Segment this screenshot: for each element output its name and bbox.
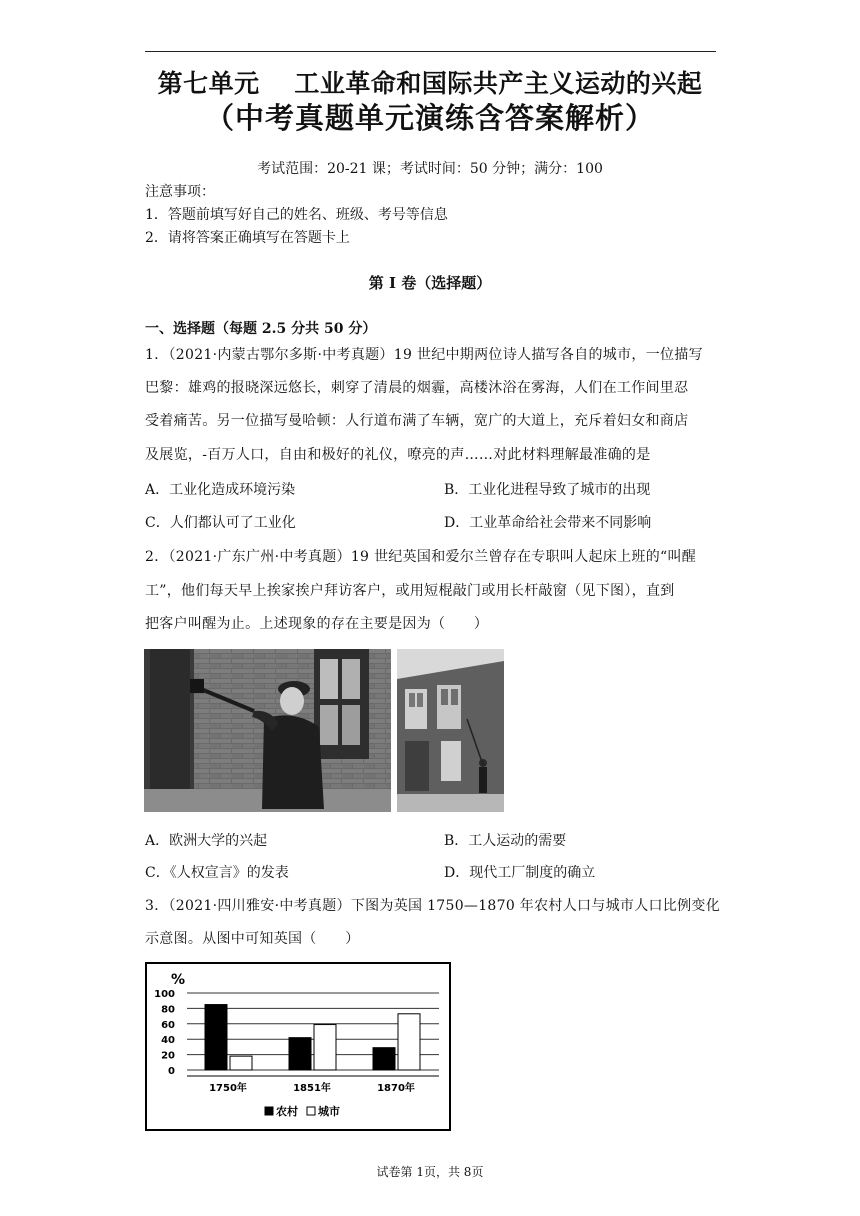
legend-swatch — [265, 1107, 273, 1115]
q1-option-b: B．工业化进程导致了城市的出现 — [444, 482, 651, 498]
bar-城市 — [230, 1056, 252, 1070]
legend-label: 农村 — [276, 1105, 298, 1118]
y-tick-label: 40 — [161, 1035, 175, 1047]
y-tick-label: 20 — [161, 1050, 175, 1062]
page-footer: 试卷第 1页，共 8页 — [376, 1165, 484, 1179]
bar-城市 — [398, 1014, 420, 1070]
notice-item-1: 1．答题前填写好自己的姓名、班级、考号等信息 — [145, 207, 448, 223]
population-bar-chart — [145, 962, 451, 1131]
chart-canvas — [147, 964, 449, 1129]
q3-line: 3．（2021·四川雅安·中考真题）下图为英国 1750—1870 年农村人口与城市人口比例变化 — [145, 898, 720, 914]
part-title: 一、选择题（每题 2.5 分共 50 分） — [145, 321, 377, 337]
q1-line: 1．（2021·内蒙古鄂尔多斯·中考真题）19 世纪中期两位诗人描写各自的城市，一位描写 — [145, 347, 703, 363]
unit-subtitle: （中考真题单元演练含答案解析） — [204, 101, 655, 135]
legend-label: 城市 — [318, 1105, 340, 1118]
q1-line: 巴黎：雄鸡的报晓深远悠长，刺穿了清晨的烟霾，高楼沐浴在雾海，人们在工作间里忍 — [145, 380, 689, 396]
knocker-up-door-photo — [144, 649, 391, 812]
y-tick-label: 100 — [154, 989, 175, 1000]
header-rule — [145, 51, 716, 52]
exam-info: 考试范围：20-21 课；考试时间：50 分钟；满分：100 — [257, 161, 603, 177]
notice-item-2: 2．请将答案正确填写在答题卡上 — [145, 230, 350, 246]
q1-option-d: D．工业革命给社会带来不同影响 — [444, 515, 652, 531]
bar-农村 — [289, 1038, 311, 1070]
bar-农村 — [373, 1048, 395, 1070]
y-tick-label: 60 — [161, 1019, 175, 1031]
y-tick-label: 80 — [161, 1004, 175, 1016]
q2-option-d: D．现代工厂制度的确立 — [444, 865, 596, 881]
bar-城市 — [314, 1025, 336, 1070]
q2-line: 2．（2021·广东广州·中考真题）19 世纪英国和爱尔兰曾存在专职叫人起床上班的“叫醒 — [145, 549, 697, 565]
volume-title: 第 I 卷（选择题） — [368, 274, 492, 292]
unit-title: 第七单元 工业革命和国际共产主义运动的兴起 — [157, 69, 703, 98]
q2-option-a: A．欧洲大学的兴起 — [145, 833, 268, 849]
q1-line: 受着痛苦。另一位描写曼哈顿：人行道布满了车辆，宽广的大道上，充斥着妇女和商店 — [145, 413, 689, 429]
q2-line: 工”，他们每天早上挨家挨户拜访客户，或用短棍敲门或用长杆敲窗（见下图），直到 — [145, 583, 675, 599]
q2-option-c: C．《人权宣言》的发表 — [145, 865, 289, 881]
x-tick-label: 1750年 — [209, 1083, 247, 1094]
q1-line: 及展览，-百万人口，自由和极好的礼仪，嘹亮的声……对此材料理解最准确的是 — [145, 447, 651, 463]
q3-line: 示意图。从图中可知英国（ ） — [145, 931, 360, 947]
x-tick-label: 1870年 — [377, 1083, 415, 1094]
bar-农村 — [205, 1005, 227, 1070]
q2-line: 把客户叫醒为止。上述现象的存在主要是因为（ ） — [145, 616, 489, 632]
notice-title: 注意事项： — [145, 184, 215, 200]
y-tick-label: 0 — [168, 1066, 175, 1077]
y-axis-unit: % — [171, 972, 186, 988]
x-tick-label: 1851年 — [293, 1083, 331, 1094]
legend-swatch — [307, 1107, 315, 1115]
q2-option-b: B．工人运动的需要 — [444, 833, 567, 849]
q1-option-a: A．工业化造成环境污染 — [145, 482, 296, 498]
q1-option-c: C．人们都认可了工业化 — [145, 515, 296, 531]
street-houses-photo — [397, 649, 504, 812]
